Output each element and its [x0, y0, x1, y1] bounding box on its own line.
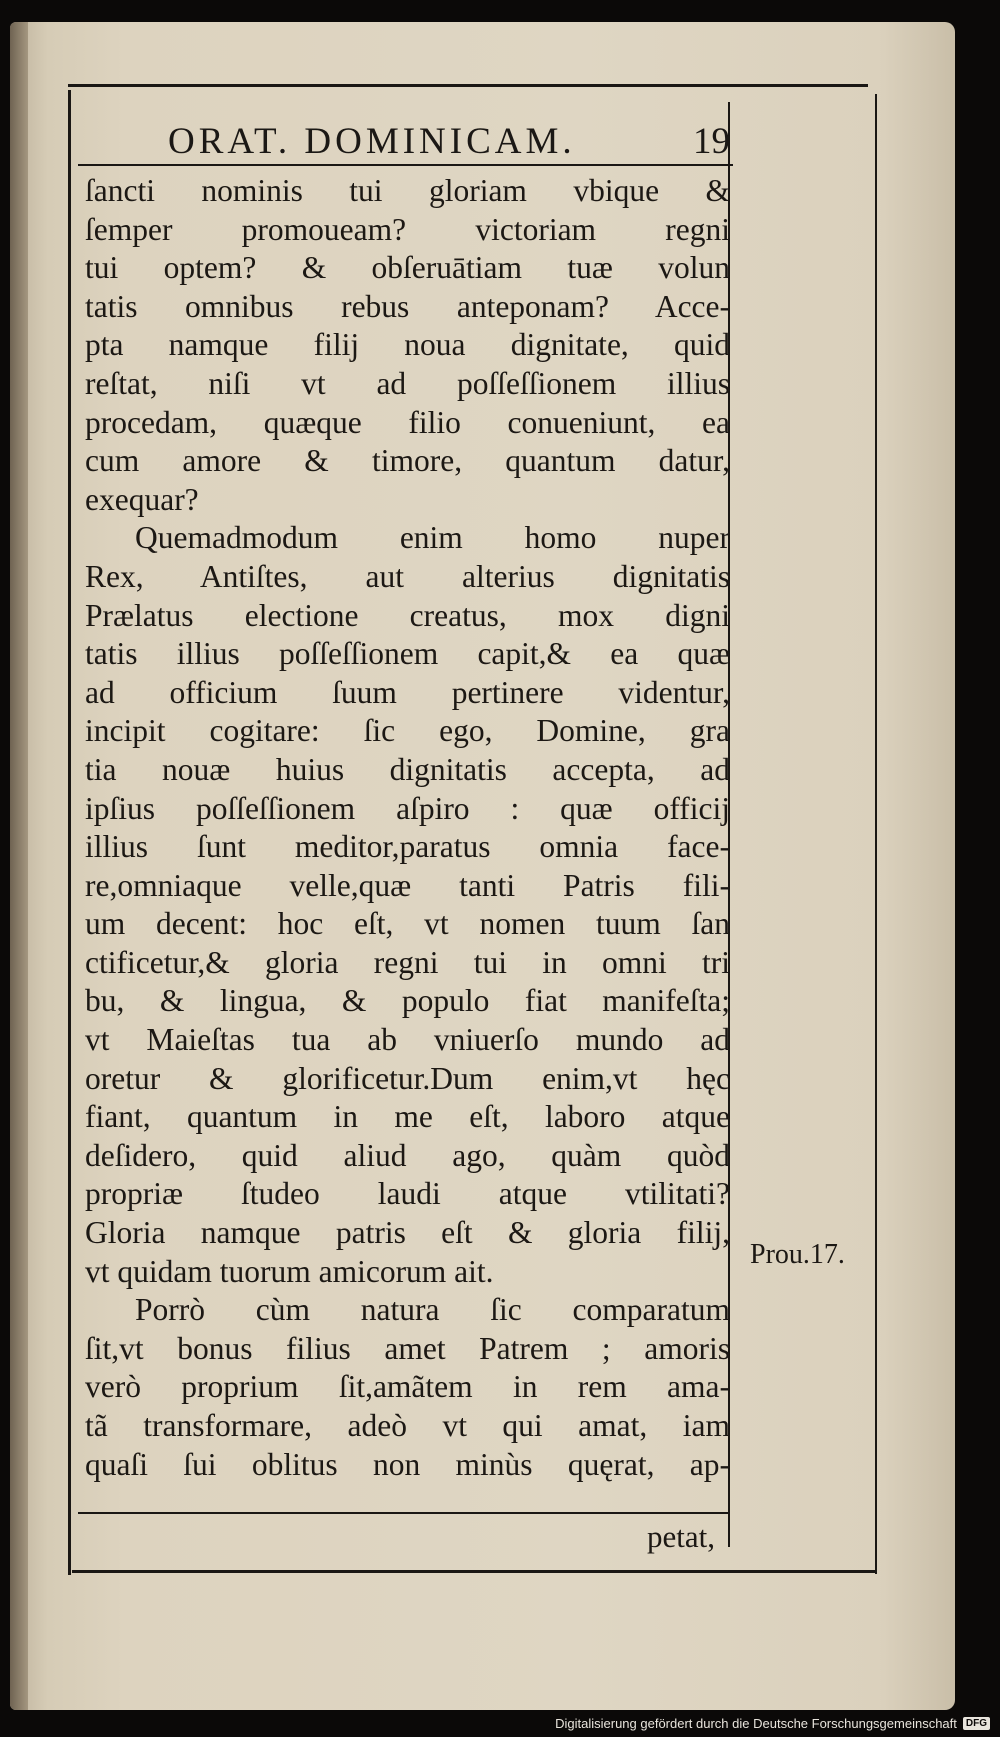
- digitization-footer: [555, 1713, 990, 1733]
- text-line: Rex, Antiſtes, aut alterius dignitatis: [85, 558, 730, 594]
- dfg-logo: DFG: [963, 1717, 990, 1730]
- text-line: um decent: hoc eſt, vt nomen tuum ſan: [85, 906, 730, 942]
- text-line: reſtat, niſi vt ad poſſeſſionem illius: [85, 365, 730, 401]
- footer-credit: Digitalisierung gefördert durch die Deutsche Forschungsgemeinschaft: [555, 1715, 957, 1731]
- running-header: [130, 120, 730, 166]
- text-line: verò proprium ſit,amãtem in rem ama-: [85, 1369, 730, 1405]
- catchword: petat,: [647, 1519, 715, 1554]
- page-gutter: [10, 22, 28, 1710]
- running-title: ORAT. DOMINICAM.: [168, 121, 576, 162]
- text-line: ſemper promoueam? victoriam regni: [85, 211, 730, 247]
- page-number: 19: [693, 121, 730, 162]
- text-line: tui optem? & obſeruātiam tuæ volun: [85, 250, 730, 286]
- text-line: vt Maieſtas tua ab vniuerſo mundo ad: [85, 1022, 730, 1058]
- margin-right-rule: [875, 94, 877, 1574]
- text-line: Gloria namque patris eſt & gloria filij,: [85, 1215, 730, 1251]
- text-line: ſit,vt bonus filius amet Patrem ; amoris: [85, 1330, 730, 1366]
- text-line: cum amore & timore, quantum datur,: [85, 443, 730, 479]
- text-line: tatis illius poſſeſſionem capit,& ea quæ: [85, 636, 730, 672]
- text-line: vt quidam tuorum amicorum ait.: [85, 1253, 494, 1289]
- text-line: exequar?: [85, 481, 199, 517]
- bottom-rule: [72, 1570, 877, 1573]
- text-line: Quemadmodum enim homo nuper: [135, 520, 730, 556]
- text-line: quaſi ſui oblitus non minùs quęrat, ap-: [85, 1446, 730, 1482]
- text-line: tia nouæ huius dignitatis accepta, ad: [85, 751, 730, 787]
- text-line: tatis omnibus rebus anteponam? Acce-: [85, 288, 730, 324]
- text-line: ad officium ſuum pertinere videntur,: [85, 674, 730, 710]
- text-line: ſancti nominis tui gloriam vbique &: [85, 173, 730, 208]
- text-line: ipſius poſſeſſionem aſpiro : quæ officij: [85, 790, 730, 826]
- text-line: Prælatus electione creatus, mox digni: [85, 597, 730, 633]
- text-line: Porrò cùm natura ſic comparatum: [135, 1292, 730, 1328]
- body-text: [85, 172, 730, 1484]
- text-line: re,omniaque velle,quæ tanti Patris fili-: [85, 867, 730, 903]
- book-page: [10, 22, 955, 1710]
- text-line: tã transformare, adeò vt qui amat, iam: [85, 1408, 730, 1443]
- text-line: bu, & lingua, & populo fiat manifeſta;: [85, 983, 730, 1019]
- text-line: oretur & glorificetur.Dum enim,vt hęc: [85, 1060, 730, 1096]
- text-line: deſidero, quid aliud ago, quàm quòd: [85, 1137, 730, 1173]
- text-line: incipit cogitare: ſic ego, Domine, gra: [85, 713, 730, 749]
- text-line: fiant, quantum in me eſt, laboro atque: [85, 1099, 730, 1135]
- text-line: pta namque filij noua dignitate, quid: [85, 327, 730, 363]
- text-bottom-rule: [78, 1512, 728, 1514]
- top-rule: [68, 84, 868, 87]
- left-rule: [68, 90, 71, 1575]
- text-line: ctificetur,& gloria regni tui in omni tri: [85, 944, 730, 980]
- text-line: procedam, quæque filio conueniunt, ea: [85, 404, 730, 440]
- text-line: propriæ ſtudeo laudi atque vtilitati?: [85, 1176, 730, 1212]
- text-line: illius ſunt meditor,paratus omnia face-: [85, 829, 730, 865]
- marginal-note: Prou.17.: [750, 1239, 845, 1270]
